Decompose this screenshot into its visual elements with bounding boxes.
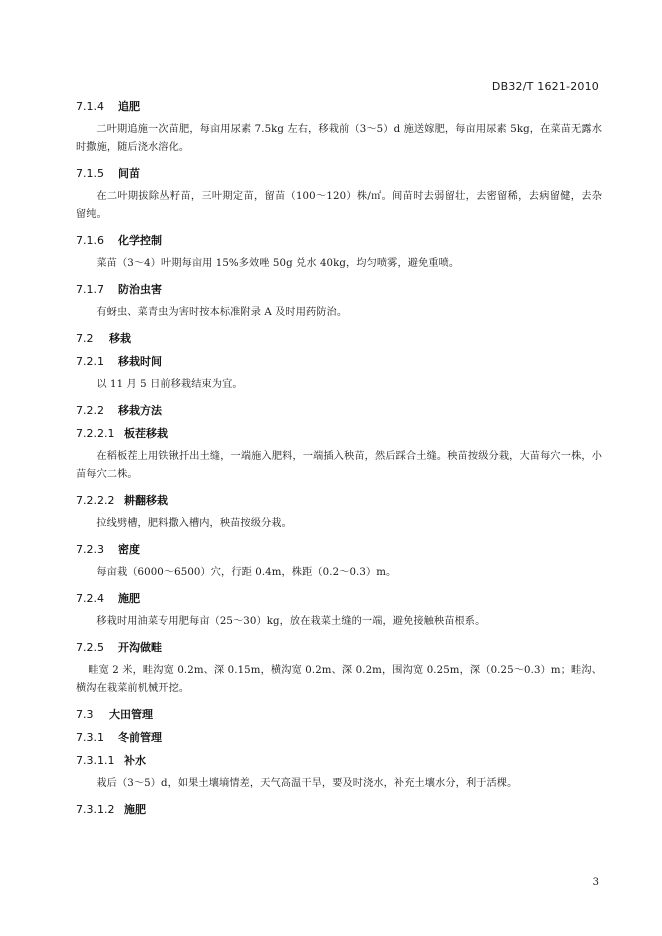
heading-7-2-3: 7.2.3 密度 [76, 543, 140, 556]
paragraph: 菜苗（3～4）叶期每亩用 15%多效唑 50g 兑水 40kg，均匀喷雾，避免重喷。 [96, 258, 460, 269]
page-number: 3 [592, 877, 599, 888]
heading-7-2-2-2: 7.2.2.2 耕翻移栽 [76, 494, 168, 507]
document-body [76, 100, 602, 826]
heading-7-1-7: 7.1.7 防治虫害 [76, 283, 162, 296]
paragraph: 在二叶期拔除丛籽苗，三叶期定苗，留苗（100～120）株/㎡。间苗时去弱留壮，去密留稀，去病留健，去杂留纯。 [76, 191, 602, 220]
heading-7-2-2-1: 7.2.2.1 板茬移栽 [76, 427, 168, 440]
paragraph: 移栽时用油菜专用肥每亩（25～30）kg，放在栽菜土缝的一端，避免接触秧苗根系。 [96, 616, 486, 627]
paragraph: 有蚜虫、菜青虫为害时按本标准附录 A 及时用药防治。 [96, 307, 348, 318]
paragraph: 在稻板茬上用铁锹扦出土缝，一端施入肥料，一端插入秧苗，然后踩合土缝。秧苗按级分栽，大苗每穴一株，小苗每穴二株。 [76, 451, 602, 480]
paragraph: 每亩栽（6000～6500）穴，行距 0.4m，株距（0.2～0.3）m。 [96, 567, 397, 578]
heading-7-3-1-1: 7.3.1.1 补水 [76, 754, 146, 767]
heading-7-2: 7.2 移栽 [76, 332, 131, 345]
paragraph: 畦宽 2 米，畦沟宽 0.2m、深 0.15m，横沟宽 0.2m、深 0.2m，围沟宽 0.25m，深（0.25～0.3）m；畦沟、横沟在栽菜前机械开挖。 [76, 665, 602, 694]
heading-7-1-4: 7.1.4 追肥 [76, 100, 140, 113]
paragraph: 以 11 月 5 日前移栽结束为宜。 [96, 379, 243, 390]
document-code: DB32/T 1621-2010 [491, 80, 599, 93]
heading-7-2-1: 7.2.1 移栽时间 [76, 355, 162, 368]
heading-7-2-4: 7.2.4 施肥 [76, 592, 140, 605]
heading-7-2-2: 7.2.2 移栽方法 [76, 404, 162, 417]
heading-7-2-5: 7.2.5 开沟做畦 [76, 641, 162, 654]
heading-7-3-1: 7.3.1 冬前管理 [76, 731, 162, 744]
paragraph: 拉线劈槽，肥料撒入槽内，秧苗按级分栽。 [96, 518, 292, 529]
heading-7-3: 7.3 大田管理 [76, 708, 153, 721]
heading-7-3-1-2: 7.3.1.2 施肥 [76, 803, 146, 816]
heading-7-1-5: 7.1.5 间苗 [76, 167, 140, 180]
heading-7-1-6: 7.1.6 化学控制 [76, 234, 162, 247]
paragraph: 二叶期追施一次苗肥，每亩用尿素 7.5kg 左右，移栽前（3～5）d 施送嫁肥，每亩用尿素 5kg，在菜苗无露水时撒施，随后浇水溶化。 [76, 124, 602, 153]
paragraph: 栽后（3～5）d，如果土壤墒情差，天气高温干旱，要及时浇水，补充土壤水分，利于活棵。 [96, 778, 518, 789]
